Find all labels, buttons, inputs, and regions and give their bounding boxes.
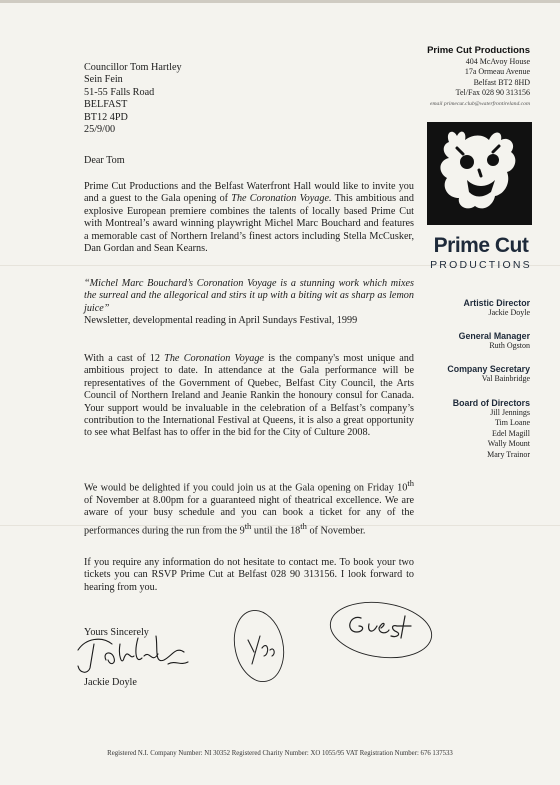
address-line: 17a Ormeau Avenue [464, 67, 530, 77]
brand-wordmark [425, 234, 537, 271]
staff-board-of-directors [453, 398, 530, 460]
recipient-line: Sein Fein [84, 74, 123, 86]
staff-person: Wally Mount [487, 439, 530, 449]
recipient-address [84, 62, 414, 136]
staff-role: Company Secretary [447, 364, 530, 374]
text-run: is the company's most unique and ambitious project to date. In attendance at the Gala performance will be representatives of the Government of Quebec, Belfast City Council, the Arts Council of Northern Ireland and Jeanie Rankin the honoury consul for Canada. Your support would be invaluable in the celebration of a Belfast’s company’s contribution to the International Festival at Queens, it is also a great opportunity to see what Belfast has to offer in the bid for the City of Culture 2008. [84, 353, 414, 439]
staff-role: Artistic Director [463, 298, 530, 308]
recipient-line: Councillor Tom Hartley [84, 62, 182, 73]
paragraph-details [84, 353, 414, 440]
handwritten-signature [72, 630, 192, 678]
staff-company-secretary [447, 364, 530, 384]
letter-date: 25/9/00 [84, 124, 116, 136]
paragraph-gala-date [84, 477, 414, 537]
ordinal-suffix: th [300, 520, 307, 531]
staff-role: Board of Directors [452, 398, 530, 408]
phone-line: Tel/Fax 028 90 313156 [455, 88, 530, 98]
company-address [430, 57, 530, 109]
ordinal-suffix: th [244, 520, 252, 531]
brand-title: Prime Cut [433, 234, 529, 257]
staff-person: Jackie Doyle [488, 308, 530, 317]
brand-subtitle: PRODUCTIONS [430, 259, 532, 271]
recipient-line: BT12 4PD [84, 111, 128, 123]
play-title: The Coronation Voyage. [231, 193, 332, 205]
paragraph-rsvp: If you require any information do not hesitate to contact me. To book your two tickets you can RSVP Prime Cut at Belfast 028 90 313156. I look forward to hearing from you. [84, 557, 414, 593]
staff-person: Ruth Ogston [489, 341, 530, 350]
text-run: of November at 8.00pm for a guaranteed night of theatrical excellence. We are aware of your busy schedule and you can book a ticket for any of the performances during the run from the 9 [84, 494, 414, 536]
ordinal-suffix: th [407, 478, 414, 488]
address-line: Belfast BT2 8HD [473, 77, 530, 87]
text-run: With a cast of 12 [84, 353, 165, 364]
address-line: 404 McAvoy House [465, 57, 530, 66]
page-edge [0, 0, 560, 3]
text-run: This ambitious and explosive European premiere combines the talents of locally based Prime Cut with Montreal’s award winning playwright Michel Marc Bouchard and features a memorable cast of Northern Ireland’s finest actors including Stella McCusker, Dan Gordan and Sean Kearns. [84, 193, 414, 255]
registration-footer: Registered N.I. Company Number: NI 30352 Registered Charity Number: XO 1055/95 VAT Registration Number: 676 137533 [107, 750, 453, 757]
quote-source: Newsletter, developmental reading in April Sundays Festival, 1999 [84, 315, 358, 327]
staff-person: Tim Loane [494, 418, 530, 428]
staff-artistic-director [464, 298, 530, 318]
staff-person: Edel Magill [492, 428, 530, 438]
text-run: until the 18 [251, 525, 301, 536]
play-title: The Coronation Voyage [164, 353, 264, 364]
handwritten-guest-note [325, 598, 437, 660]
salutation: Dear Tom [84, 155, 125, 166]
signer-name: Jackie Doyle [84, 677, 137, 688]
text-run: of November. [306, 525, 366, 536]
company-logo-icon [427, 122, 532, 225]
staff-person: Jill Jennings [490, 408, 530, 417]
closing: Yours Sincerely [84, 627, 149, 638]
staff-general-manager [459, 331, 530, 351]
text-run: We would be delighted if you could join us at the Gala opening on Friday 10 [84, 482, 408, 494]
press-quote: “Michel Marc Bouchard’s Coronation Voyage is a stunning work which mixes the surreal and the allegorical and stirs it up with a biting wit as sharp as lemon juice” [84, 278, 414, 314]
press-quote-block [84, 278, 414, 328]
staff-role: General Manager [458, 331, 530, 341]
staff-person: Mary Trainor [487, 449, 530, 459]
recipient-line: BELFAST [84, 99, 128, 111]
recipient-line: 51-55 Falls Road [84, 86, 155, 98]
staff-person: Val Bainbridge [481, 374, 530, 383]
paragraph-invitation [84, 181, 414, 255]
handwritten-initials [226, 606, 296, 686]
company-name: Prime Cut Productions [427, 45, 530, 56]
text-run: Prime Cut Productions and the Belfast Waterfront Hall would like to invite you and a guest to the Gala opening of [84, 181, 414, 205]
email-line: email primecut.club@waterfrontireland.com [430, 100, 530, 107]
